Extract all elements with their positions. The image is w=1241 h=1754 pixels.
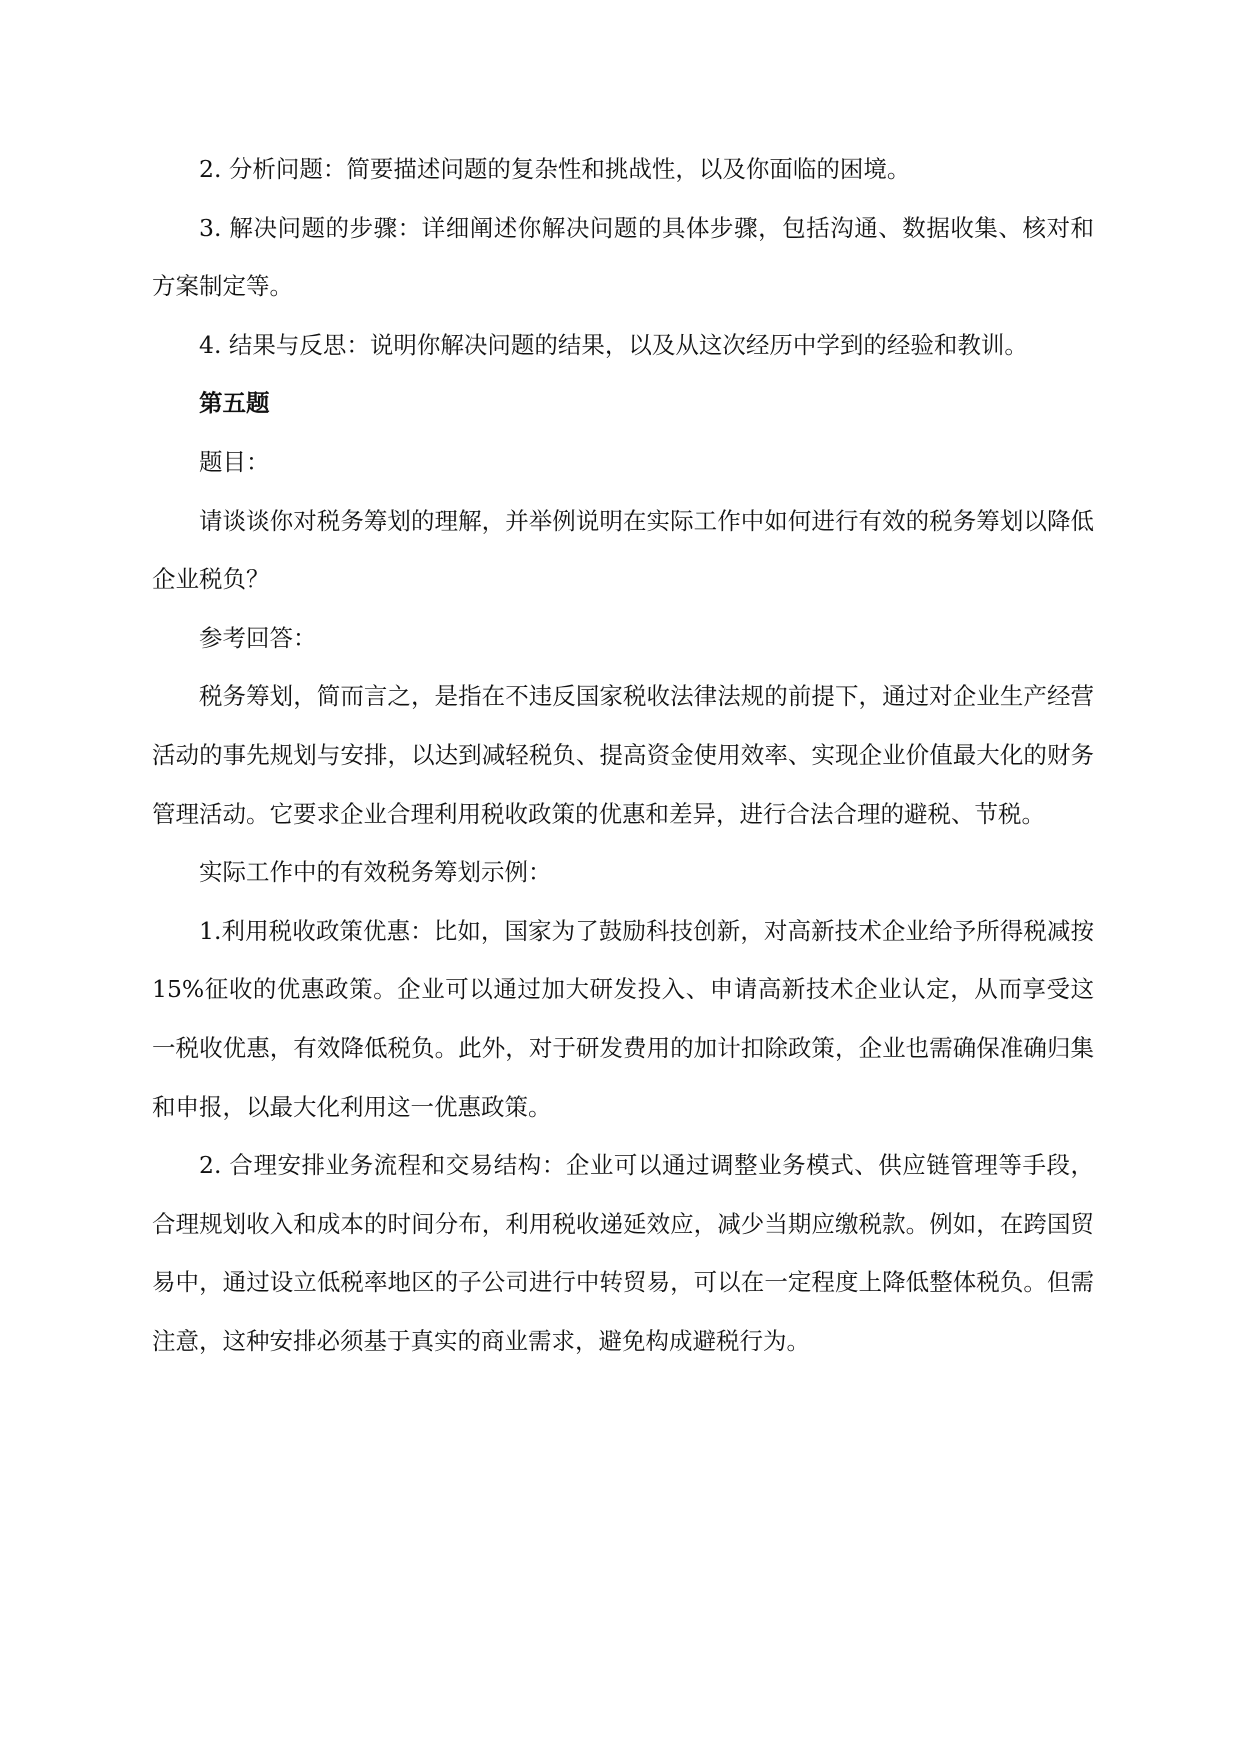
- paragraph-steps: 3. 解决问题的步骤：详细阐述你解决问题的具体步骤，包括沟通、数据收集、核对和方案制定等。: [152, 213, 1094, 301]
- answer-label: 参考回答：: [199, 623, 317, 652]
- example-business-structure: 2. 合理安排业务流程和交易结构：企业可以通过调整业务模式、供应链管理等手段，合理规划收入和成本的时间分布，利用税收递延效应，减少当期应缴税款。例如，在跨国贸易中，通过设立低税率地区的子公司进行中转贸易，可以在一定程度上降低整体税负。但需注意，这种安排必须基于真实的商业需求，避免构成避税行为。: [152, 1151, 1094, 1355]
- document-body: [152, 140, 1094, 1370]
- paragraph-reflection: 4. 结果与反思：说明你解决问题的结果，以及从这次经历中学到的经验和教训。: [199, 330, 1028, 359]
- example-tax-incentives: 1.利用税收政策优惠：比如，国家为了鼓励科技创新，对高新技术企业给予所得税减按 15%征收的优惠政策。企业可以通过加大研发投入、申请高新技术企业认定，从而享受这一税收优惠，有效降低税负。此外，对于研发费用的加计扣除政策，企业也需确保准确归集和申报，以最大化利用这一优惠政策。: [152, 916, 1094, 1121]
- section-heading: 第五题: [199, 389, 270, 418]
- answer-definition: 税务筹划，简而言之，是指在不违反国家税收法律法规的前提下，通过对企业生产经营活动的事先规划与安排，以达到减轻税负、提高资金使用效率、实现企业价值最大化的财务管理活动。它要求企业合理利用税收政策的优惠和差异，进行合法合理的避税、节税。: [152, 682, 1094, 828]
- question-text: 请谈谈你对税务筹划的理解，并举例说明在实际工作中如何进行有效的税务筹划以降低企业税负？: [152, 506, 1094, 594]
- question-label: 题目：: [199, 447, 270, 476]
- paragraph-analysis: 2. 分析问题：简要描述问题的复杂性和挑战性，以及你面临的困境。: [199, 155, 911, 183]
- examples-intro: 实际工作中的有效税务筹划示例：: [199, 858, 552, 887]
